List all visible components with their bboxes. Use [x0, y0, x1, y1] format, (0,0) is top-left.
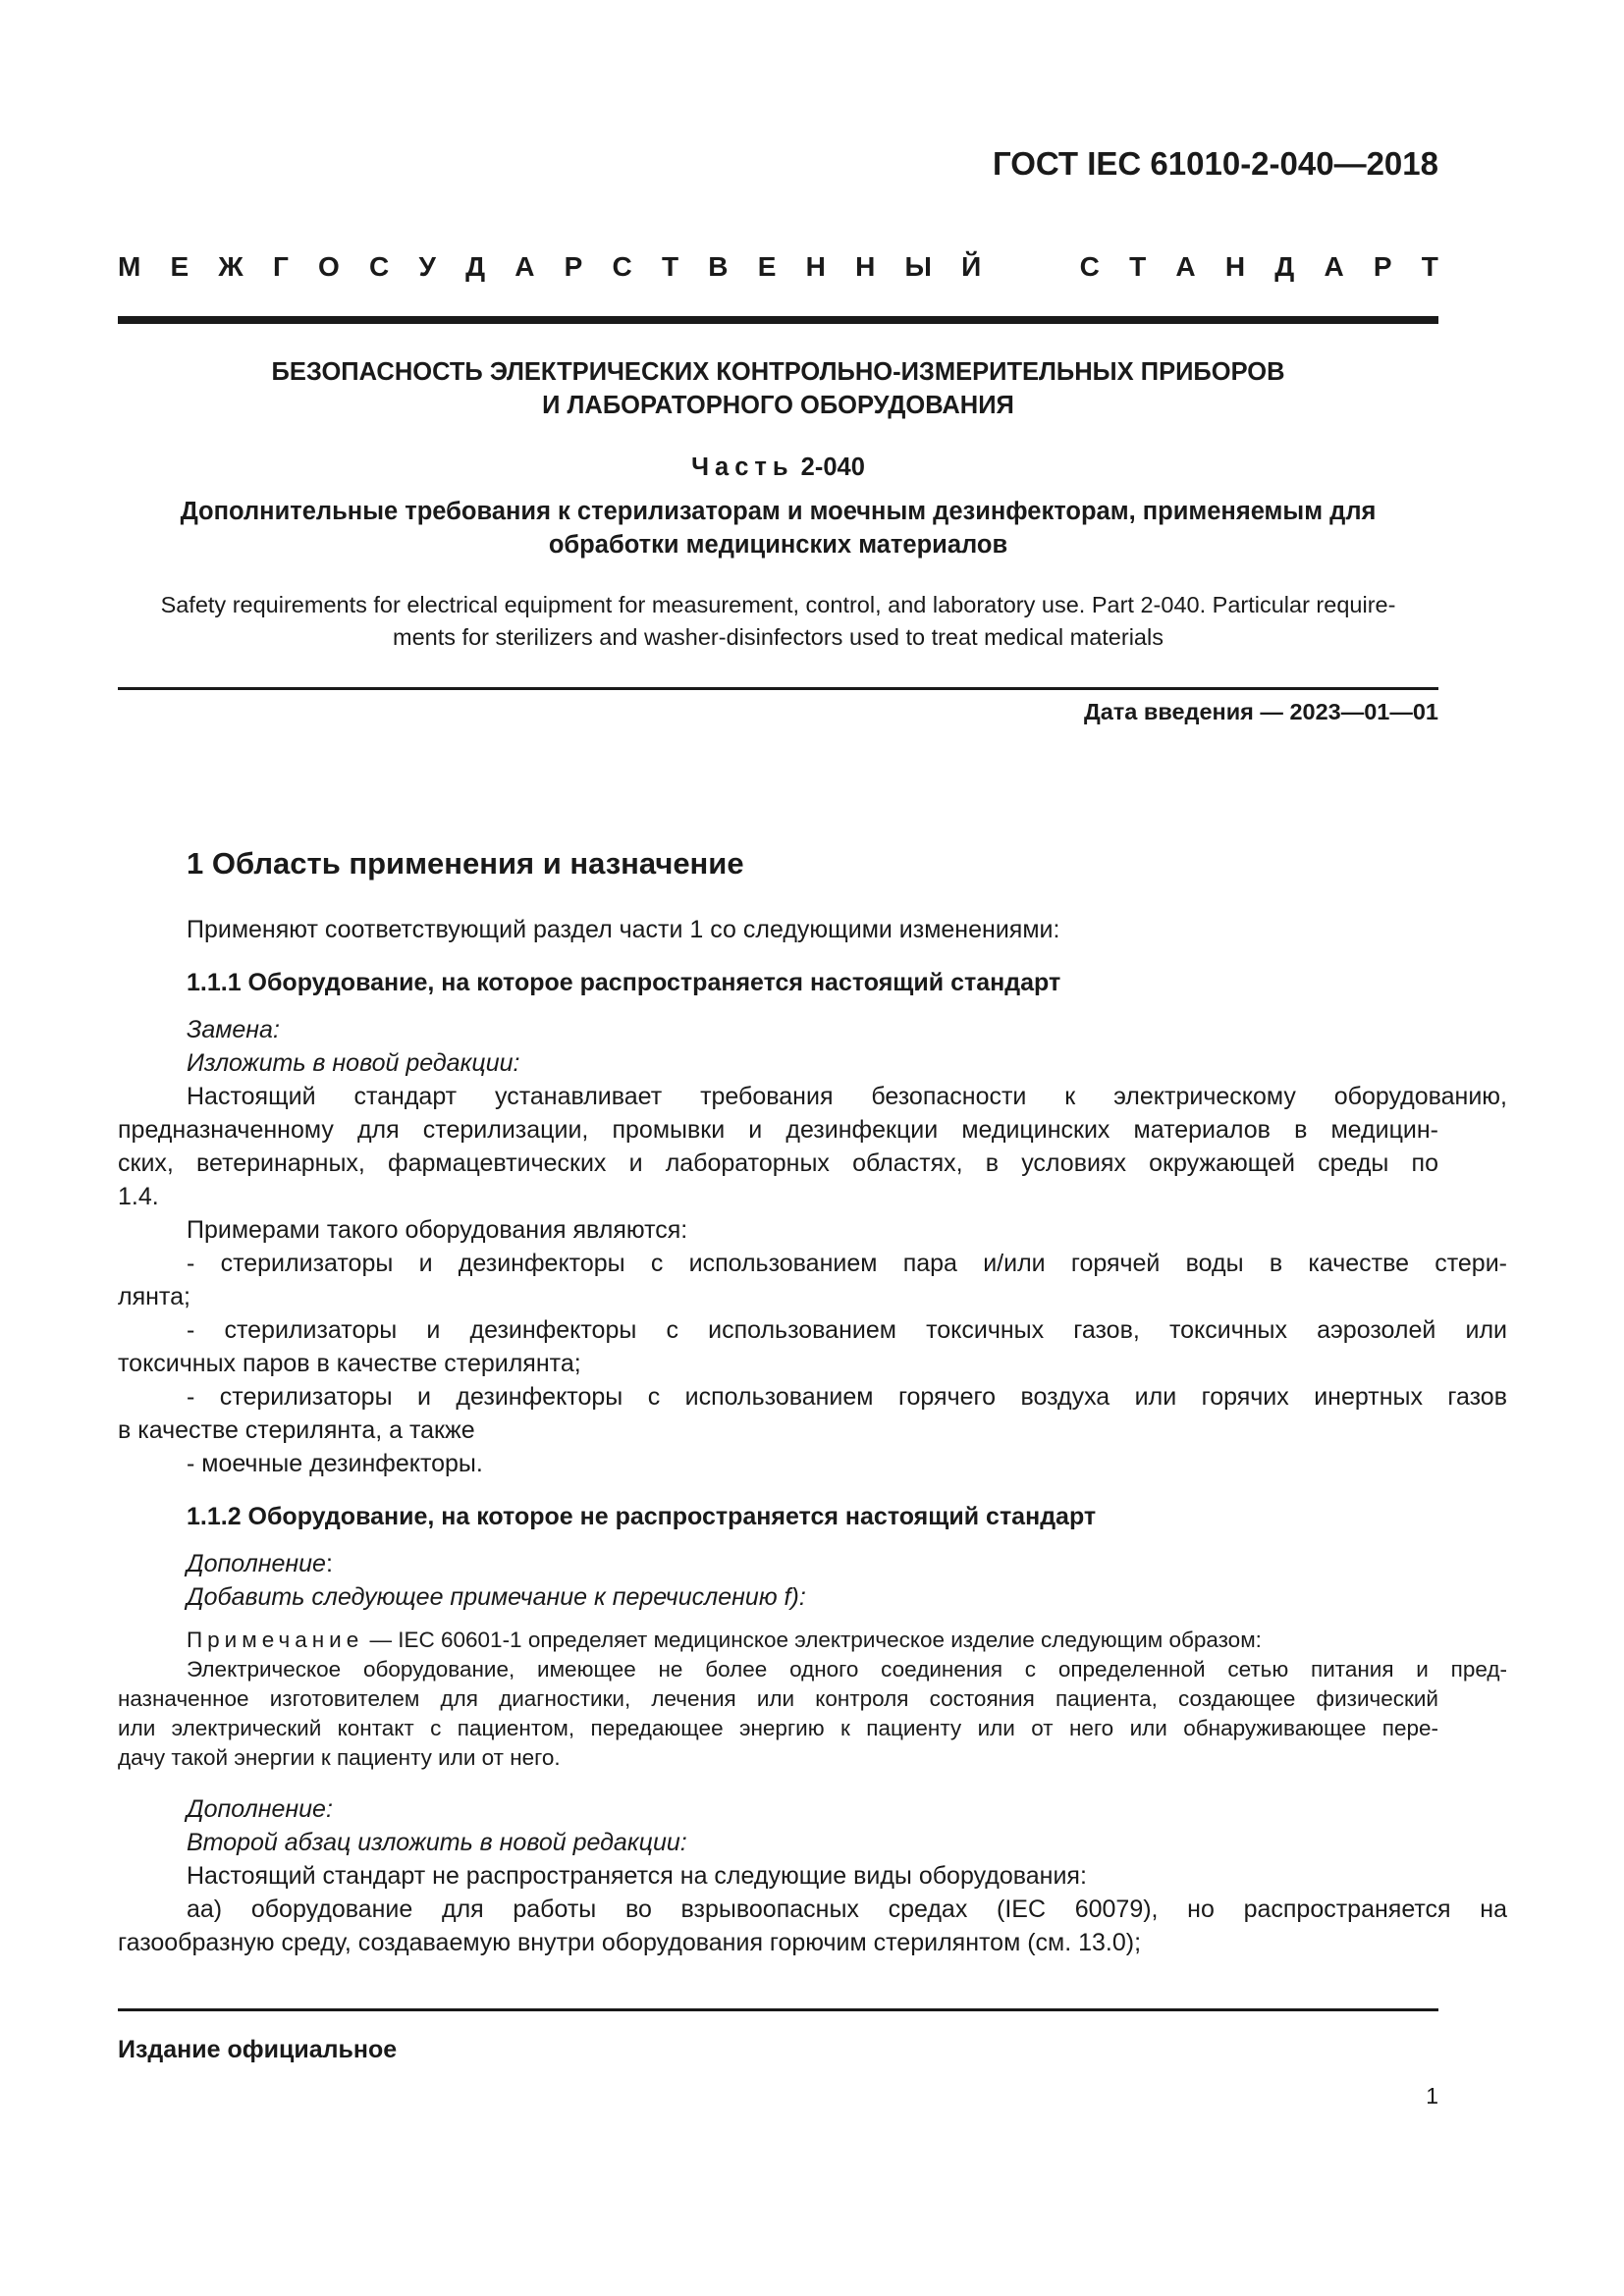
subtitle-line-2: обработки медицинских материалов — [548, 531, 1008, 559]
title-rule — [118, 687, 1438, 690]
banner-letter: Н — [855, 251, 876, 282]
banner-letter: А — [1324, 251, 1344, 282]
paragraph-line: предназначенному для стерилизации, промывки и дезинфекции медицинских материалов в медицин- — [118, 1116, 1438, 1144]
banner-letter: Й — [961, 251, 982, 282]
banner-letter: Т — [1421, 251, 1438, 282]
english-title-line-1: Safety requirements for electrical equipment for measurement, control, and laboratory use. Part 2-040. Particular require- — [160, 592, 1396, 617]
list-item-line: в качестве стерилянта, а также — [118, 1416, 475, 1444]
english-title-line-2: ments for sterilizers and washer-disinfectors used to treat medical materials — [393, 624, 1164, 650]
list-item-line: лянта; — [118, 1283, 190, 1310]
document-number: ГОСТ IEC 61010-2-040—2018 — [992, 145, 1438, 182]
addition-label: Дополнение — [187, 1550, 326, 1577]
official-edition-label: Издание официальное — [118, 2036, 398, 2063]
banner-letter: А — [514, 251, 535, 282]
list-item-line: токсичных паров в качестве стерилянта; — [118, 1350, 581, 1377]
note-line: Электрическое оборудование, имеющее не более одного соединения с определенной сетью питания и пред- — [187, 1657, 1507, 1682]
header-rule — [118, 316, 1438, 324]
banner-letter: Т — [1129, 251, 1147, 282]
paragraph-line: 1.4. — [118, 1183, 159, 1210]
banner-word-gap — [1010, 251, 1050, 283]
addition-colon: : — [325, 1550, 333, 1577]
banner-letter: У — [418, 251, 436, 282]
banner-letter: А — [1175, 251, 1196, 282]
interstate-standard-banner — [118, 251, 1438, 283]
exclusion-item-line: газообразную среду, создаваемую внутри оборудования горючим стерилянтом (см. 13.0); — [118, 1929, 1142, 1956]
part-label — [118, 454, 1438, 482]
banner-letter: Р — [1373, 251, 1392, 282]
banner-letter: Д — [1274, 251, 1295, 282]
exclusions-intro: Настоящий стандарт не распространяется на следующие виды оборудования: — [187, 1862, 1087, 1890]
banner-letter: Н — [1224, 251, 1246, 282]
banner-letter: Т — [661, 251, 679, 282]
addition-instruction-2: Второй абзац изложить в новой редакции: — [187, 1829, 687, 1856]
subsection-1-1-1-heading: 1.1.1 Оборудование, на которое распространяется настоящий стандарт — [187, 969, 1061, 996]
banner-letter: Ы — [904, 251, 932, 282]
banner-letter: Н — [805, 251, 826, 282]
note-line: или электрический контакт с пациентом, передающее энергию к пациенту или от него или обнаруживающее пере- — [118, 1716, 1438, 1740]
list-item-line: - стерилизаторы и дезинфекторы с использованием пара и/или горячей воды в качестве стери- — [187, 1250, 1507, 1277]
section-1-heading: 1 Область применения и назначение — [187, 846, 744, 881]
banner-letter: Е — [757, 251, 777, 282]
examples-intro: Примерами такого оборудования являются: — [187, 1216, 688, 1244]
change-new-edition: Изложить в новой редакции: — [187, 1049, 520, 1077]
document-page — [118, 0, 1507, 2296]
footer-rule — [118, 2008, 1438, 2011]
change-replace: Замена: — [187, 1016, 280, 1043]
paragraph-line: Настоящий стандарт устанавливает требования безопасности к электрическому оборудованию, — [187, 1083, 1507, 1110]
note-line: назначенное изготовителем для диагностики, лечения или контроля состояния пациента, создающее физический — [118, 1686, 1438, 1711]
banner-letter: Д — [465, 251, 486, 282]
banner-letter: С — [612, 251, 632, 282]
subtitle-line-1: Дополнительные требования к стерилизаторам и моечным дезинфекторам, применяемым для — [180, 498, 1377, 525]
list-item-line: - стерилизаторы и дезинфекторы с использованием токсичных газов, токсичных аэрозолей или — [187, 1316, 1507, 1344]
note-first-line — [118, 1626, 1507, 1655]
banner-letter: О — [318, 251, 340, 282]
banner-letter: В — [708, 251, 729, 282]
addition-instruction: Добавить следующее примечание к перечислению f): — [187, 1583, 806, 1611]
banner-letter: Е — [170, 251, 189, 282]
addition-label-line — [118, 1547, 1507, 1580]
title-line-2: И ЛАБОРАТОРНОГО ОБОРУДОВАНИЯ — [542, 392, 1014, 419]
note-line: дачу такой энергии к пациенту или от него. — [118, 1745, 561, 1770]
part-number: 2-040 — [800, 454, 865, 481]
banner-letter: С — [369, 251, 390, 282]
banner-letter: Ж — [218, 251, 244, 282]
addition-label-2: Дополнение: — [187, 1795, 333, 1823]
introduction-date: Дата введения — 2023—01—01 — [1083, 699, 1438, 724]
subsection-1-1-2-heading: 1.1.2 Оборудование, на которое не распространяется настоящий стандарт — [187, 1503, 1097, 1530]
part-word: Часть — [691, 454, 794, 481]
banner-letter: Р — [564, 251, 583, 282]
banner-letter: Г — [272, 251, 289, 282]
section-1-intro: Применяют соответствующий раздел части 1 со следующими изменениями: — [187, 916, 1060, 943]
list-item-line: - стерилизаторы и дезинфекторы с использованием горячего воздуха или горячих инертных газов — [187, 1383, 1507, 1411]
list-item-line: - моечные дезинфекторы. — [187, 1450, 483, 1477]
page-number: 1 — [1426, 2083, 1438, 2109]
paragraph-line: ских, ветеринарных, фармацевтических и лабораторных областях, в условиях окружающей среды по — [118, 1149, 1438, 1177]
banner-letter: М — [118, 251, 141, 282]
note-text: — IEC 60601-1 определяет медицинское электрическое изделие следующим образом: — [363, 1628, 1262, 1652]
banner-letter: С — [1079, 251, 1100, 282]
exclusion-item-line: аа) оборудование для работы во взрывоопасных средах (IEC 60079), но распространяется на — [187, 1896, 1507, 1923]
note-label: Примечание — [187, 1628, 364, 1652]
title-line-1: БЕЗОПАСНОСТЬ ЭЛЕКТРИЧЕСКИХ КОНТРОЛЬНО-ИЗМЕРИТЕЛЬНЫХ ПРИБОРОВ — [271, 358, 1285, 386]
